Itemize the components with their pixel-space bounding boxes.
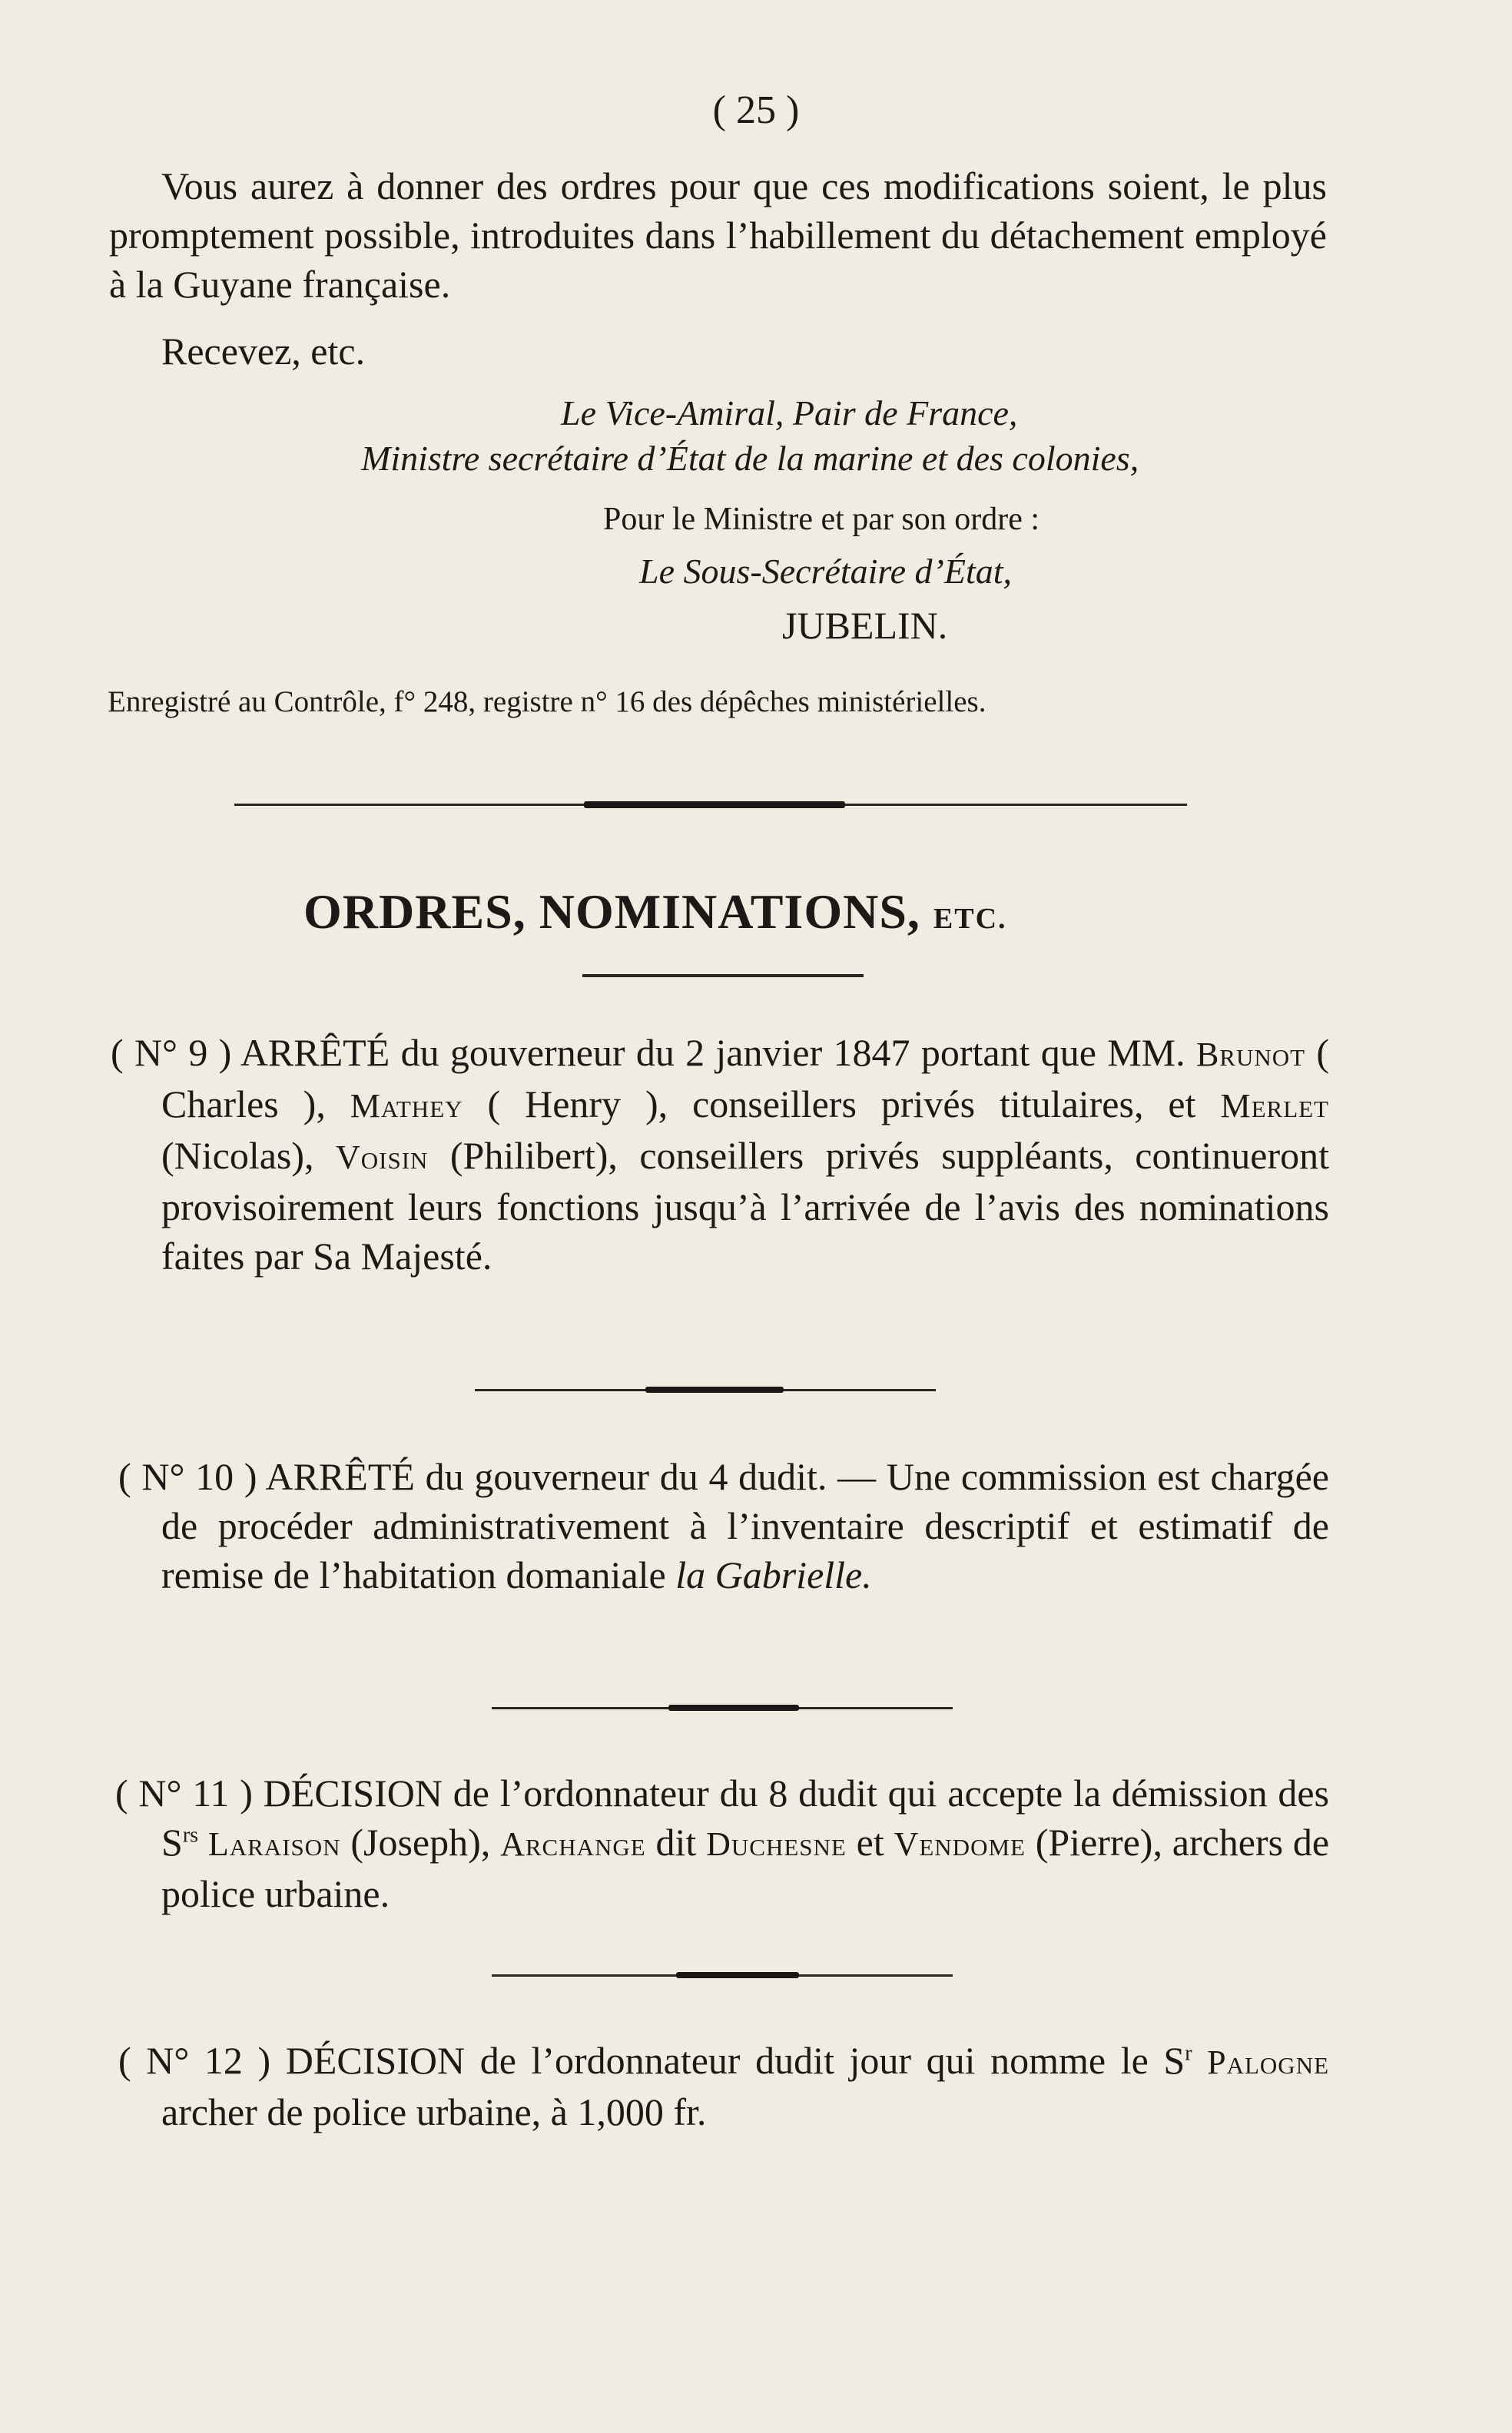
registration-note: Enregistré au Contrôle, f° 248, registre n° 16 des dépêches ministérielles. xyxy=(108,685,986,718)
title-underline xyxy=(582,974,864,977)
entry-divider-swell xyxy=(645,1387,784,1393)
signature-name: JUBELIN. xyxy=(782,604,948,647)
entry-number: ( N° 9 ) xyxy=(111,1031,232,1074)
entry-number: ( N° 12 ) xyxy=(118,2039,271,2082)
entry-11: ( N° 11 ) DÉCISION de l’ordonnateur du 8 dudit qui accepte la démission des $S^{rs}$ Laraison (Joseph), Archange dit Duchesne et Vendome (Pierre), archers de police urbaine. xyxy=(115,1772,1330,1915)
letter-salutation: Recevez, etc. xyxy=(161,330,366,373)
entry-number: ( N° 11 ) xyxy=(115,1772,253,1815)
person-name: Vendome xyxy=(894,1825,1026,1863)
entry-12: ( N° 12 ) DÉCISION de l’ordonnateur dudit jour qui nomme le $S^r$ Palogne archer de police urbaine, à 1,000 fr. xyxy=(118,2039,1330,2133)
entry-9: ( N° 9 ) ARRÊTÉ du gouverneur du 2 janvier 1847 portant que MM. Brunot ( Charles ), Mathey ( Henry ), conseillers privés titulaires, et Merlet (Nicolas), Voisin (Philibert), conseillers privés suppléants, continueront provisoirement leurs fonctions jusqu’à l’arrivée de l’avis des nominations faites par Sa Majesté. xyxy=(111,1031,1330,1278)
entry-divider-swell xyxy=(668,1705,799,1711)
section-title xyxy=(303,883,1007,940)
person-name: Voisin xyxy=(336,1139,429,1176)
person-name: Archange xyxy=(500,1825,646,1863)
entry-10: ( N° 10 ) ARRÊTÉ du gouverneur du 4 dudit. — Une commission est chargée de procéder administrativement à l’inventaire descriptif et estimatif de remise de l’habitation domaniale la Gabrielle. xyxy=(118,1455,1330,1596)
person-name: Merlet xyxy=(1220,1087,1329,1125)
person-name: Mathey xyxy=(350,1087,463,1125)
entry-divider-swell xyxy=(676,1972,799,1978)
entry-kind: DÉCISION xyxy=(285,2039,466,2082)
signature-undersecretary: Le Sous-Secrétaire d’État, xyxy=(639,552,1013,591)
page-number: ( 25 ) xyxy=(712,88,800,132)
entry-kind: DÉCISION xyxy=(263,1772,443,1815)
person-name: Palogne xyxy=(1207,2044,1330,2081)
section-title-suffix: ETC. xyxy=(933,903,1007,935)
person-name: Laraison xyxy=(207,1825,341,1863)
person-name: Brunot xyxy=(1195,1036,1306,1073)
person-name: Duchesne xyxy=(706,1825,847,1863)
section-divider-swell xyxy=(584,801,845,808)
entry-number: ( N° 10 ) xyxy=(118,1455,257,1498)
section-title-main: ORDRES, NOMINATIONS, xyxy=(303,884,920,939)
entry-kind: ARRÊTÉ xyxy=(240,1031,390,1074)
signature-title: Le Vice-Amiral, Pair de France, xyxy=(561,393,1018,433)
letter-closing-paragraph: Vous aurez à donner des ordres pour que ces modifications soient, le plus promptement possible, introduites dans l’habillement du détachement employé à la Guyane française. xyxy=(109,164,1327,306)
entry-kind: ARRÊTÉ xyxy=(265,1455,415,1498)
signature-ministry: Ministre secrétaire d’État de la marine et des colonies, xyxy=(361,439,1139,478)
signature-delegation: Pour le Ministre et par son ordre : xyxy=(603,502,1040,537)
